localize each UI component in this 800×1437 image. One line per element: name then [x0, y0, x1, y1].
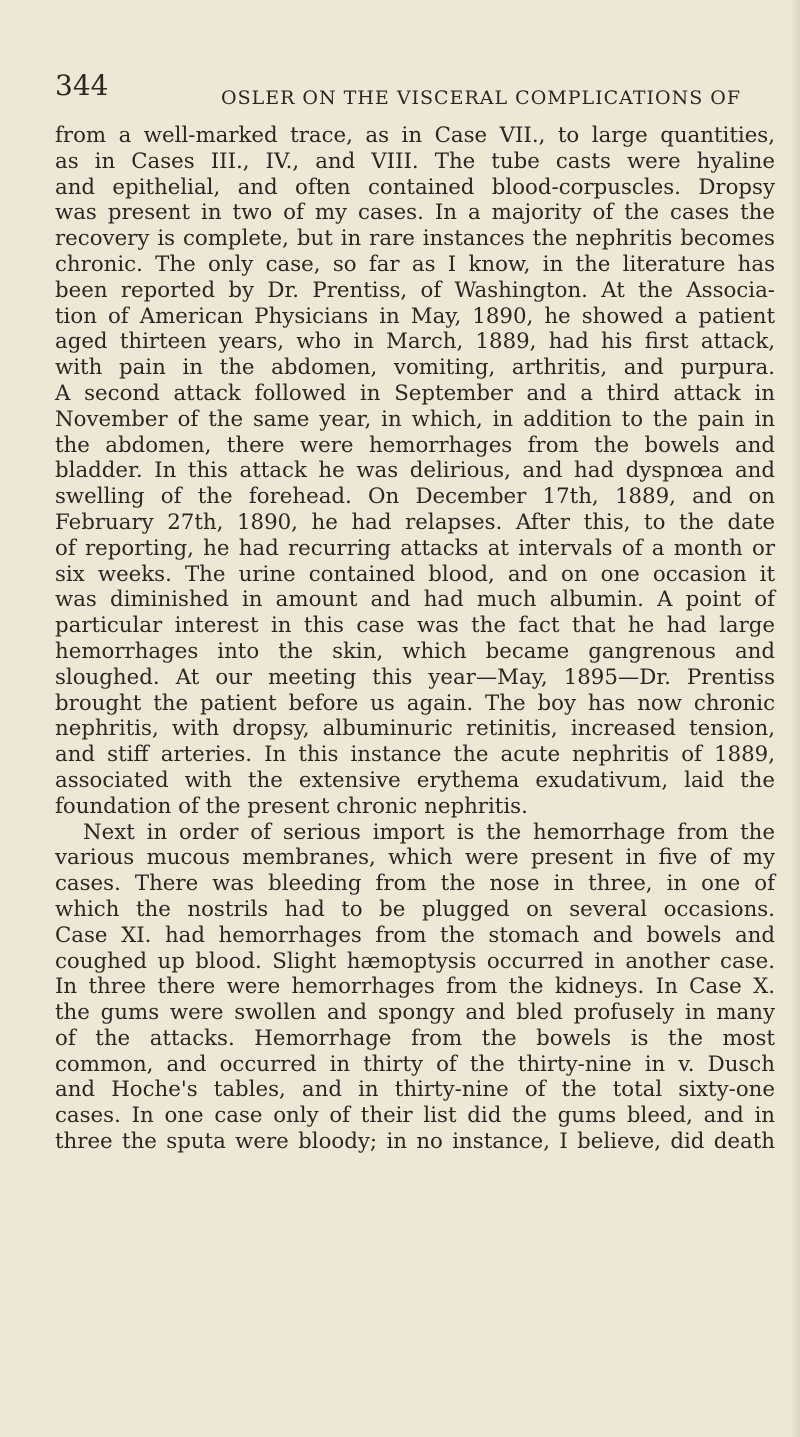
text-line: foundation of the present chronic nephritis.	[55, 793, 528, 819]
text-line: three the sputa were bloody; in no instance, I believe, did death	[55, 1129, 775, 1155]
text-line: of reporting, he had recurring attacks at intervals of a month or	[55, 535, 775, 561]
text-line: the gums were swollen and spongy and bled profusely in many	[55, 1000, 775, 1026]
text-line: In three there were hemorrhages from the kidneys. In Case X.	[55, 974, 775, 1000]
text-line: aged thirteen years, who in March, 1889, had his first attack,	[55, 329, 775, 355]
text-line: as in Cases III., IV., and VIII. The tube casts were hyaline	[55, 148, 775, 174]
text-line: was diminished in amount and had much albumin. A point of	[55, 587, 775, 613]
text-line: and stiff arteries. In this instance the acute nephritis of 1889,	[55, 742, 775, 768]
text-line: November of the same year, in which, in addition to the pain in	[55, 406, 775, 432]
running-head: OSLER ON THE VISCERAL COMPLICATIONS OF	[221, 87, 742, 109]
text-line: cases. In one case only of their list did the gums bleed, and in	[55, 1103, 775, 1129]
text-line: brought the patient before us again. The boy has now chronic	[55, 690, 775, 716]
text-line: been reported by Dr. Prentiss, of Washington. At the Associa-	[55, 277, 775, 303]
text-line: swelling of the forehead. On December 17th, 1889, and on	[55, 484, 775, 510]
text-line: and epithelial, and often contained blood-corpuscles. Dropsy	[55, 174, 775, 200]
text-line: coughed up blood. Slight hæmoptysis occurred in another case.	[55, 948, 775, 974]
text-line: A second attack followed in September and a third attack in	[55, 380, 775, 406]
page-edge-shadow	[790, 0, 800, 1437]
text-line: which the nostrils had to be plugged on several occasions.	[55, 896, 775, 922]
text-line: cases. There was bleeding from the nose in three, in one of	[55, 871, 775, 897]
text-line: tion of American Physicians in May, 1890, he showed a patient	[55, 303, 775, 329]
text-line: chronic. The only case, so far as I know, in the literature has	[55, 251, 775, 277]
body-text	[55, 123, 775, 1155]
text-line: hemorrhages into the skin, which became gangrenous and	[55, 638, 775, 664]
text-line: six weeks. The urine contained blood, and on one occasion it	[55, 561, 775, 587]
text-line: with pain in the abdomen, vomiting, arthritis, and purpura.	[55, 355, 775, 381]
text-line: nephritis, with dropsy, albuminuric retinitis, increased tension,	[55, 716, 775, 742]
text-line: various mucous membranes, which were present in five of my	[55, 845, 775, 871]
text-line: February 27th, 1890, he had relapses. After this, to the date	[55, 509, 775, 535]
text-line: Next in order of serious import is the hemorrhage from the	[83, 819, 775, 845]
text-line: associated with the extensive erythema exudativum, laid the	[55, 767, 775, 793]
text-line: from a well-marked trace, as in Case VII., to large quantities,	[55, 123, 775, 148]
text-line: particular interest in this case was the fact that he had large	[55, 613, 775, 639]
page-header	[55, 69, 742, 112]
text-line: recovery is complete, but in rare instances the nephritis becomes	[55, 226, 775, 252]
text-line: bladder. In this attack he was delirious, and had dyspnœa and	[55, 458, 775, 484]
text-line: was present in two of my cases. In a majority of the cases the	[55, 200, 775, 226]
page-number: 344	[55, 69, 109, 102]
text-line: Case XI. had hemorrhages from the stomach and bowels and	[55, 922, 775, 948]
text-line: sloughed. At our meeting this year—May, 1895—Dr. Prentiss	[55, 664, 775, 690]
text-line: of the attacks. Hemorrhage from the bowels is the most	[55, 1025, 775, 1051]
text-line: the abdomen, there were hemorrhages from the bowels and	[55, 432, 775, 458]
text-line: common, and occurred in thirty of the thirty-nine in v. Dusch	[55, 1051, 775, 1077]
text-line: and Hoche's tables, and in thirty-nine of the total sixty-one	[55, 1077, 775, 1103]
